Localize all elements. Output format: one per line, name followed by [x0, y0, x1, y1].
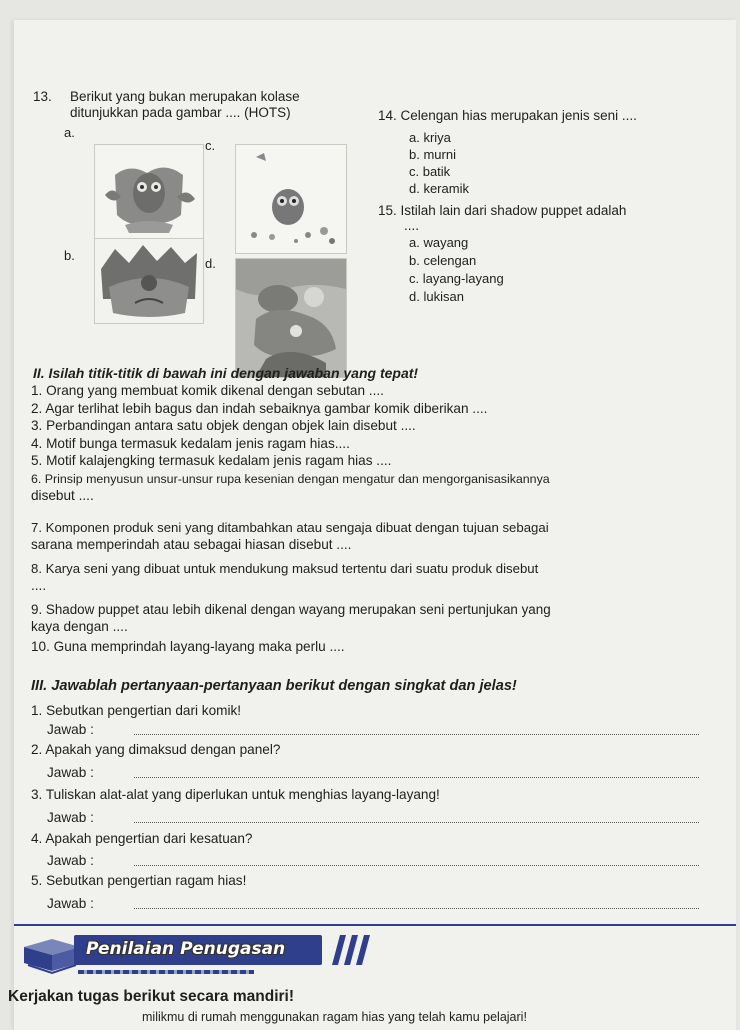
section3-question: 3. Tuliskan alat-alat yang diperlukan untuk menghias layang-layang!: [31, 787, 440, 802]
q15-line1: 15. Istilah lain dari shadow puppet adalah: [378, 203, 627, 218]
task-line: milikmu di rumah menggunakan ragam hias yang telah kamu pelajari!: [142, 1010, 527, 1024]
answer-line-1[interactable]: [134, 734, 699, 735]
worksheet-page: [8, 20, 736, 1030]
q13-label-d: d.: [205, 256, 216, 271]
q14-option-d: d. keramik: [409, 181, 469, 196]
section3-heading: III. Jawablah pertanyaan-pertanyaan berikut dengan singkat dan jelas!: [31, 678, 517, 694]
q15-line2: ....: [404, 218, 420, 233]
q15-option-d: d. lukisan: [409, 289, 464, 304]
bird-collage-image: [95, 239, 203, 323]
section2-item: 3. Perbandingan antara satu objek dengan objek lain disebut ....: [31, 418, 416, 433]
banner-stripes: [324, 935, 374, 965]
answer-line-2[interactable]: [134, 777, 699, 778]
q13-label-b: b.: [64, 248, 75, 263]
section2-item-continued: disebut ....: [31, 488, 94, 503]
q14-option-b: b. murni: [409, 147, 456, 162]
owl-sticker-image: [236, 145, 346, 253]
section2-item: 2. Agar terlihat lebih bagus dan indah sebaiknya gambar komik diberikan ....: [31, 401, 488, 416]
q13-line2: ditunjukkan pada gambar .... (HOTS): [70, 105, 291, 120]
section3-question: 2. Apakah yang dimaksud dengan panel?: [31, 742, 281, 757]
collage-picture-d: [235, 258, 347, 378]
section3-question: 4. Apakah pengertian dari kesatuan?: [31, 831, 253, 846]
section2-heading: II. Isilah titik-titik di bawah ini dengan jawaban yang tepat!: [33, 365, 419, 381]
answer-label: Jawab :: [47, 810, 94, 825]
q15-option-b: b. celengan: [409, 253, 477, 268]
q14-option-c: c. batik: [409, 164, 451, 179]
answer-label: Jawab :: [47, 765, 94, 780]
collage-picture-a: [94, 144, 204, 242]
answer-label: Jawab :: [47, 896, 94, 911]
q14-option-a: a. kriya: [409, 130, 451, 145]
answer-line-4[interactable]: [134, 865, 699, 866]
section2-item: 5. Motif kalajengking termasuk kedalam jenis ragam hias ....: [31, 453, 392, 468]
collage-picture-c: [235, 144, 347, 254]
answer-label: Jawab :: [47, 722, 94, 737]
answer-label: Jawab :: [47, 853, 94, 868]
q13-label-c: c.: [205, 138, 216, 153]
q13-label-a: a.: [64, 125, 75, 140]
owl-collage-image: [95, 145, 203, 241]
mosaic-collage-image: [236, 259, 346, 377]
section2-item-continued: ....: [31, 578, 47, 593]
collage-picture-b: [94, 238, 204, 324]
banner-underline: [78, 970, 254, 974]
section3-question: 5. Sebutkan pengertian ragam hias!: [31, 873, 247, 888]
section2-item-continued: sarana memperindah atau sebagai hiasan disebut ....: [31, 537, 352, 552]
task-heading: Kerjakan tugas berikut secara mandiri!: [8, 988, 295, 1005]
section2-item: 1. Orang yang membuat komik dikenal dengan sebutan ....: [31, 383, 384, 398]
section2-item-continued: kaya dengan ....: [31, 619, 128, 634]
q15-option-c: c. layang-layang: [409, 271, 504, 286]
section2-item: 8. Karya seni yang dibuat untuk mendukung maksud tertentu dari suatu produk disebut: [31, 561, 539, 576]
q15-option-a: a. wayang: [409, 235, 469, 250]
banner-title: Penilaian Penugasan: [86, 939, 286, 959]
answer-line-5[interactable]: [134, 908, 699, 909]
book-icon: [22, 933, 82, 981]
banner-rule: [14, 924, 736, 926]
q14-text: 14. Celengan hias merupakan jenis seni ....: [378, 108, 637, 123]
answer-line-3[interactable]: [134, 822, 699, 823]
section2-item: 7. Komponen produk seni yang ditambahkan atau sengaja dibuat dengan tujuan sebagai: [31, 520, 549, 535]
q13-number: 13.: [33, 89, 52, 104]
section2-item: 10. Guna memprindah layang-layang maka perlu ....: [31, 639, 345, 654]
section2-item: 9. Shadow puppet atau lebih dikenal dengan wayang merupakan seni pertunjukan yang: [31, 602, 551, 617]
section3-question: 1. Sebutkan pengertian dari komik!: [31, 703, 242, 718]
q13-line1: Berikut yang bukan merupakan kolase: [70, 89, 300, 104]
section2-item: 6. Prinsip menyusun unsur-unsur rupa kesenian dengan mengatur dan mengorganisasikannya: [31, 472, 550, 486]
section2-item: 4. Motif bunga termasuk kedalam jenis ragam hias....: [31, 436, 350, 451]
